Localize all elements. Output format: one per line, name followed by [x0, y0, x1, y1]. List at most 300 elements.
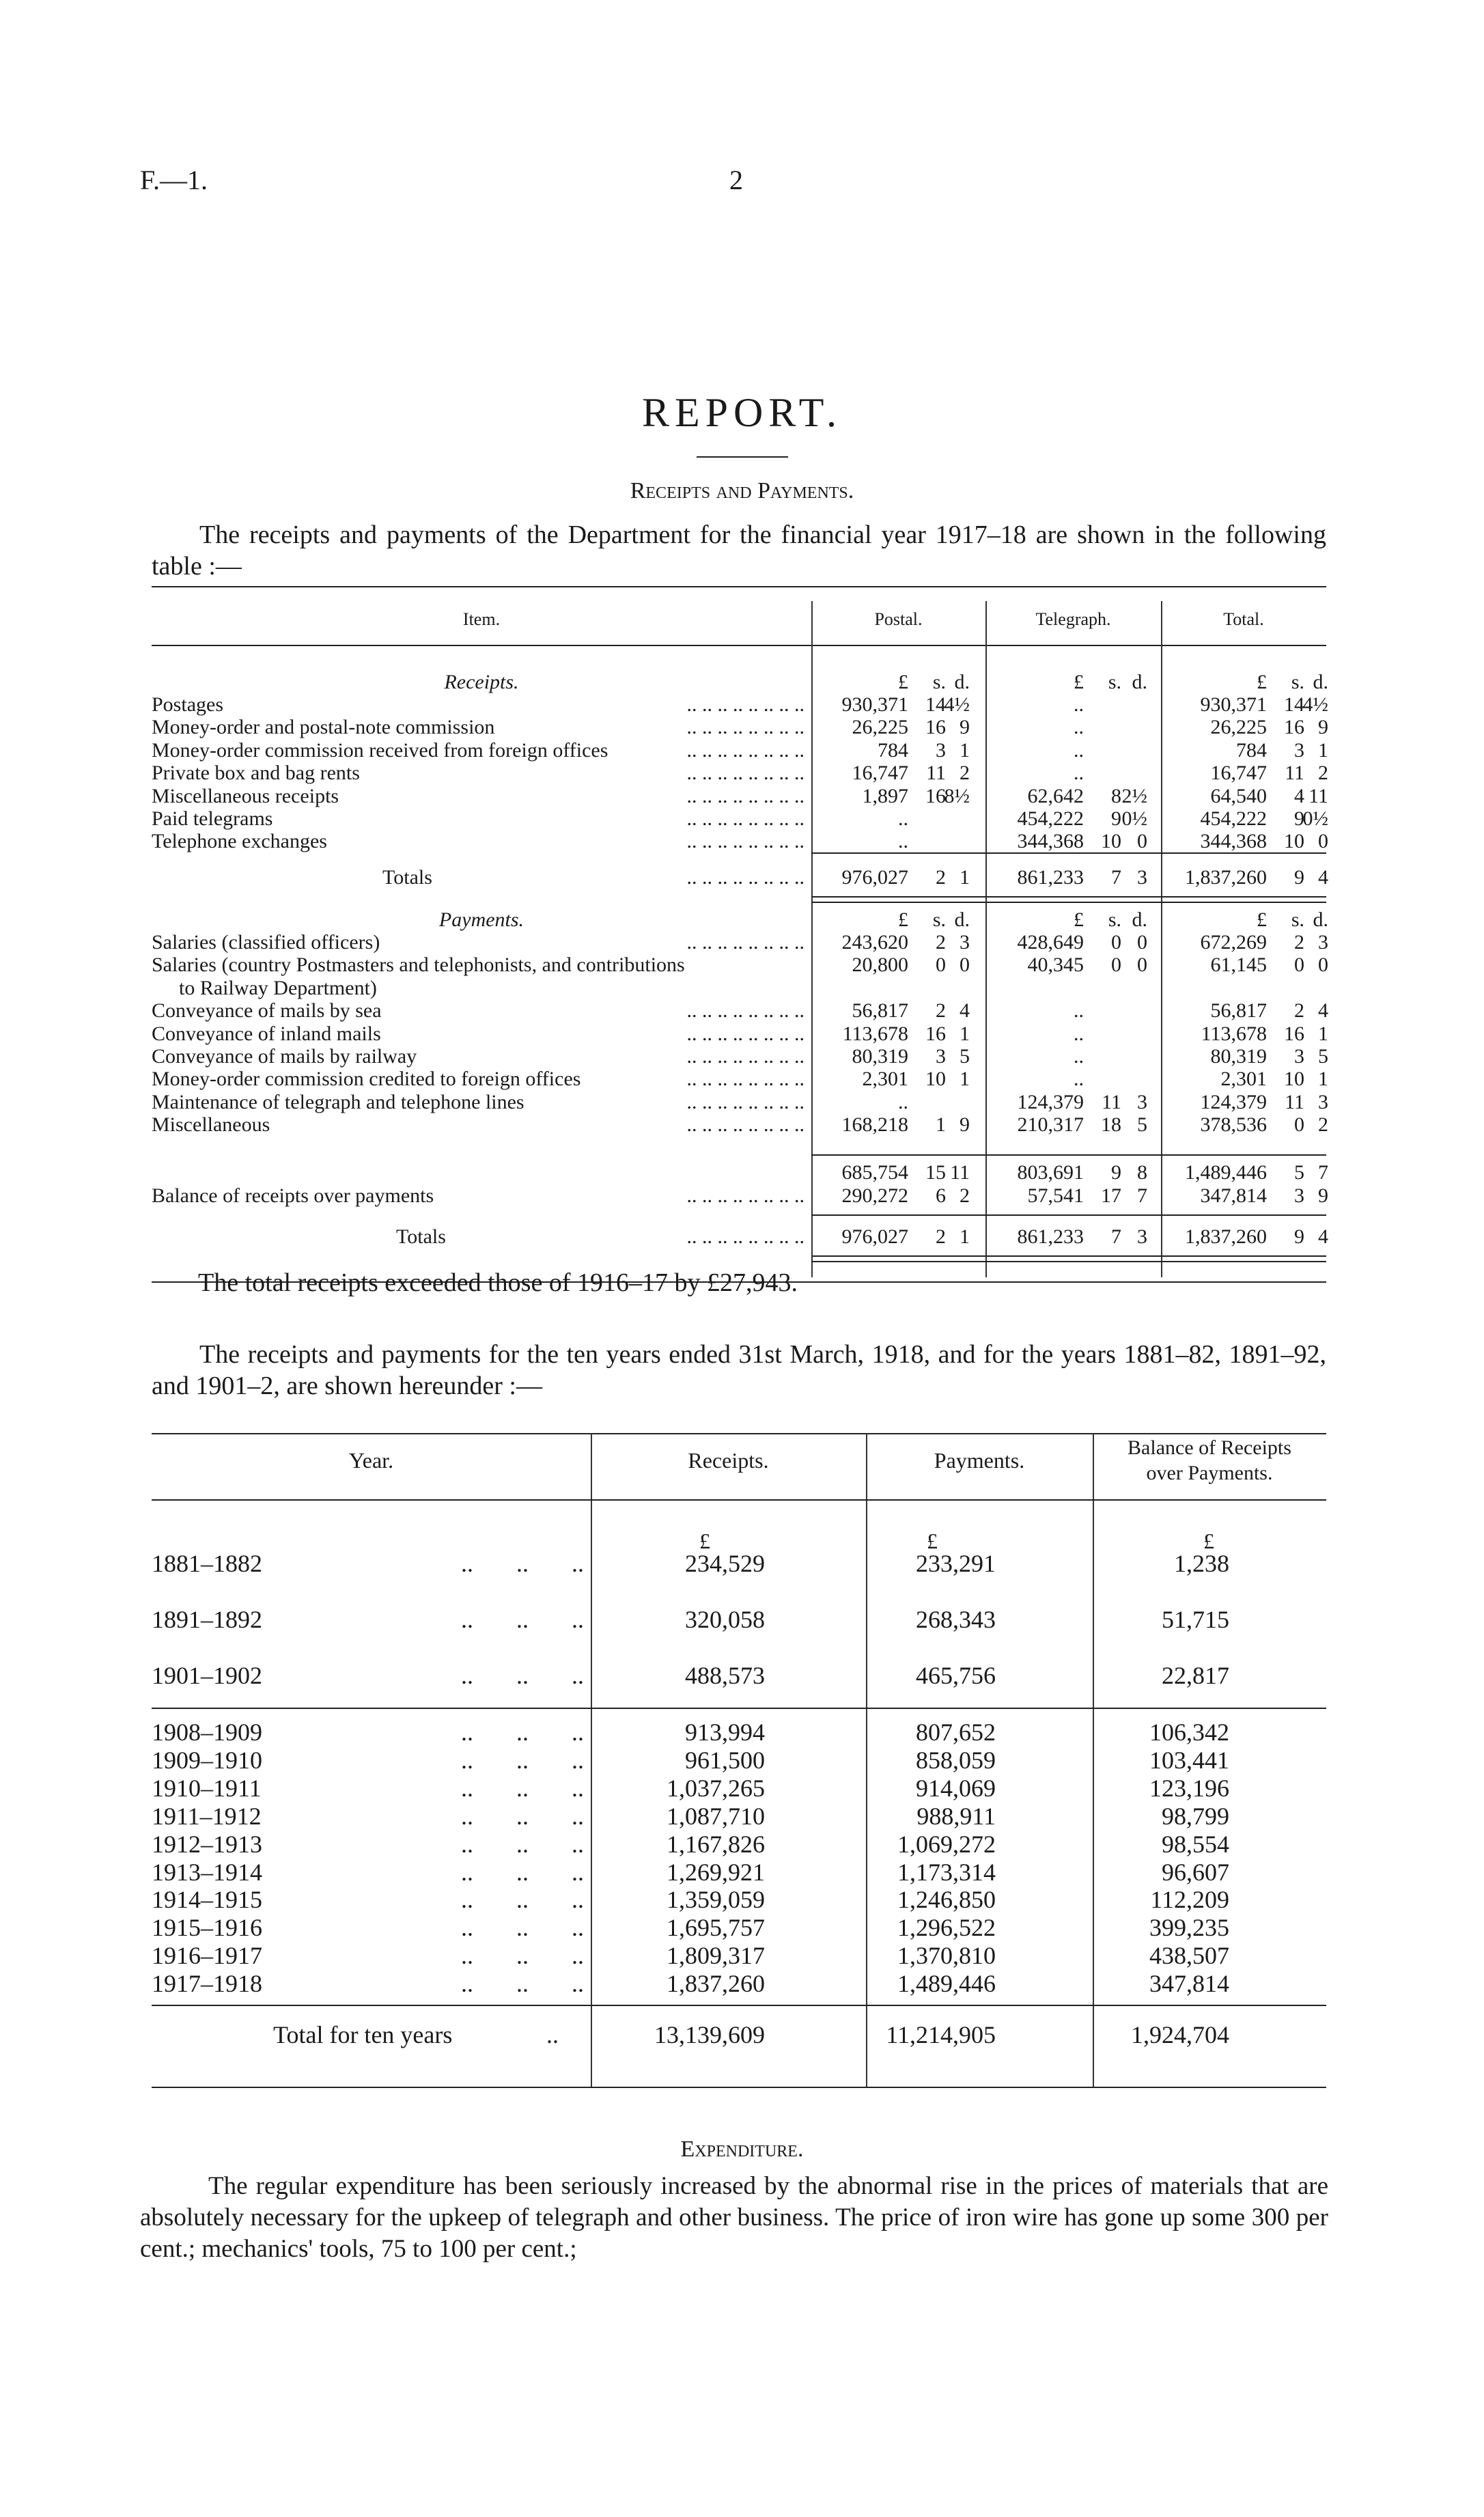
payment-postal-pounds: 80,319 — [852, 1045, 908, 1068]
receipt-total-shillings: 4 — [1294, 785, 1304, 807]
recent-year-row-balance: 112,209 — [1150, 1886, 1229, 1913]
receipt-total-pounds: 454,222 — [1200, 807, 1267, 830]
payments-total-double-rule — [811, 1255, 1326, 1262]
receipt-total-shillings: 14 — [1284, 693, 1304, 716]
recent-year-row-payments: 1,069,272 — [897, 1831, 996, 1858]
ten-year-total-label: Total for ten years — [273, 2021, 453, 2048]
payment-postal-pounds: 113,678 — [842, 1023, 908, 1045]
payment-total-shillings: 3 — [1294, 1045, 1304, 1068]
recent-year-row-receipts: 1,809,317 — [667, 1942, 765, 1969]
leader-dots: .. .. .. .. .. .. .. .. — [686, 807, 804, 830]
receipt-total-pence: 9 — [1318, 716, 1328, 738]
payment-item-label: Miscellaneous — [152, 1113, 270, 1136]
payment-postal-pence: 3 — [960, 931, 970, 954]
payments-units-total-shilling-unit: s. — [1291, 908, 1304, 931]
leader-dots: .. .. .. .. .. .. .. .. — [686, 1225, 804, 1248]
early-year-row-year: 1881–1882 — [152, 1550, 262, 1577]
receipts-units-telegraph-pence-unit: d. — [1132, 671, 1147, 693]
receipt-total-shillings: 16 — [1284, 716, 1304, 738]
receipt-item-label: Paid telegrams — [152, 807, 273, 830]
payment-postal-pence: 1 — [960, 1023, 970, 1045]
balance-postal-pounds: 290,272 — [841, 1184, 908, 1207]
payment-total-shillings: 11 — [1285, 1091, 1304, 1113]
ten-year-total-receipts: 13,139,609 — [654, 2021, 765, 2048]
column-header-telegraph: Telegraph. — [1035, 609, 1111, 629]
recent-year-row-balance: 96,607 — [1162, 1859, 1229, 1886]
receipts-total-telegraph-pounds: 861,233 — [1017, 866, 1084, 889]
payment-total-shillings: 2 — [1294, 931, 1304, 954]
table2-bottom-rule — [152, 2087, 1326, 2088]
recent-year-row-payments: 858,059 — [916, 1747, 996, 1774]
payment-postal-pounds: 243,620 — [841, 931, 908, 954]
payments-subtotal-total-shillings: 5 — [1294, 1161, 1304, 1184]
receipts-section-heading: Receipts. — [444, 671, 519, 693]
column-header-postal: Postal. — [874, 609, 923, 629]
leader-dots: .. .. .. .. .. .. .. .. — [686, 1113, 804, 1136]
receipt-postal-pence: 1 — [960, 739, 970, 762]
leader-dots: .. .. .. — [461, 1662, 584, 1689]
leader-dots: .. .. .. .. .. .. .. .. — [686, 1045, 804, 1068]
payment-telegraph-pounds: .. — [1074, 999, 1084, 1022]
payments-units-telegraph-pence-unit: d. — [1132, 908, 1147, 931]
payment-item-label: Maintenance of telegraph and telephone lines — [152, 1091, 524, 1113]
payment-postal-pence: 5 — [960, 1045, 970, 1068]
title-rule — [697, 456, 788, 458]
receipt-total-pence: 0 — [1318, 830, 1328, 852]
recent-year-row-balance: 98,554 — [1162, 1831, 1229, 1858]
column-header-year: Year. — [348, 1448, 394, 1473]
recent-year-row-year: 1909–1910 — [152, 1747, 262, 1774]
early-year-row-payments: 465,756 — [916, 1662, 996, 1689]
receipt-total-pence: 1 — [1318, 739, 1328, 762]
payment-postal-shillings: 2 — [936, 999, 946, 1022]
receipt-postal-pounds: .. — [898, 830, 908, 852]
table1-header-rule — [152, 645, 1326, 646]
receipts-units-postal-shilling-unit: s. — [932, 671, 946, 693]
payment-total-pence: 3 — [1318, 1091, 1328, 1113]
leader-dots: .. .. .. — [461, 1803, 584, 1830]
payment-postal-shillings: 10 — [925, 1068, 946, 1090]
receipt-postal-pence: 2 — [960, 762, 970, 784]
receipts-units-total-pound-unit: £ — [1257, 671, 1267, 693]
receipt-total-pence: 0½ — [1302, 807, 1328, 830]
ten-year-total-payments: 11,214,905 — [886, 2021, 996, 2048]
payments-subtotal-telegraph-shillings: 9 — [1111, 1161, 1121, 1184]
receipt-item-label: Postages — [152, 693, 223, 716]
leader-dots: .. .. .. — [461, 1942, 584, 1969]
leader-dots: .. .. .. .. .. .. .. .. — [686, 762, 804, 784]
leader-dots: .. .. .. — [461, 1886, 584, 1913]
receipts-total-postal-shillings: 2 — [936, 866, 946, 889]
recent-year-row-receipts: 1,359,059 — [667, 1886, 765, 1913]
receipt-item-label: Telephone exchanges — [152, 830, 327, 852]
receipt-total-pounds: 64,540 — [1210, 785, 1267, 807]
payment-postal-shillings: 0 — [936, 954, 946, 976]
payment-total-pence: 3 — [1318, 931, 1328, 954]
payment-telegraph-pounds: 40,345 — [1027, 954, 1084, 976]
payment-total-pounds: 80,319 — [1210, 1045, 1267, 1068]
payments-total-postal-shillings: 2 — [936, 1225, 946, 1248]
leader-dots: .. .. .. .. .. .. .. .. — [686, 739, 804, 762]
leader-dots: .. .. .. — [461, 1970, 584, 1997]
payment-postal-shillings: 1 — [936, 1113, 946, 1136]
leader-dots: .. .. .. .. .. .. .. .. — [686, 1184, 804, 1207]
payment-postal-shillings: 3 — [936, 1045, 946, 1068]
balance-total-pence: 9 — [1318, 1184, 1328, 1207]
payment-total-pounds: 672,269 — [1200, 931, 1267, 954]
balance-postal-shillings: 6 — [936, 1184, 946, 1207]
receipt-postal-pounds: 784 — [878, 739, 908, 762]
recent-year-row-payments: 1,370,810 — [897, 1942, 996, 1969]
early-year-row-balance: 51,715 — [1162, 1606, 1229, 1633]
payment-telegraph-shillings: 11 — [1102, 1091, 1121, 1113]
payment-total-shillings: 16 — [1284, 1023, 1304, 1045]
leader-dots: .. .. .. — [461, 1719, 584, 1746]
payment-postal-pence: 9 — [960, 1113, 970, 1136]
document-reference: F.—1. — [140, 165, 208, 195]
leader-dots: .. .. .. .. .. .. .. .. — [686, 866, 804, 889]
column-header-balance-line1: Balance of Receipts — [1128, 1436, 1291, 1459]
receipt-telegraph-shillings: 9 — [1111, 807, 1121, 830]
leader-dots: .. .. .. .. .. .. .. .. — [686, 716, 804, 738]
payment-total-shillings: 10 — [1284, 1068, 1304, 1090]
payment-total-pounds: 2,301 — [1220, 1068, 1267, 1090]
payment-postal-shillings: 16 — [925, 1023, 946, 1045]
recent-year-row-receipts: 961,500 — [685, 1747, 765, 1774]
payments-total-telegraph-shillings: 7 — [1111, 1225, 1121, 1248]
leader-dots: .. .. .. — [461, 1859, 584, 1886]
leader-dots: .. .. .. .. .. .. .. .. — [686, 931, 804, 954]
early-year-row-receipts: 234,529 — [685, 1550, 765, 1577]
payment-total-pounds: 113,678 — [1201, 1023, 1267, 1045]
receipts-units-telegraph-pound-unit: £ — [1074, 671, 1084, 693]
receipt-telegraph-pence: 0 — [1137, 830, 1147, 852]
early-year-row-year: 1901–1902 — [152, 1662, 262, 1689]
balance-rule — [811, 1214, 1326, 1216]
receipt-total-pounds: 16,747 — [1210, 762, 1267, 784]
leader-dots: .. .. .. — [461, 1747, 584, 1774]
table2-header-rule — [152, 1499, 1326, 1501]
payment-total-pence: 2 — [1318, 1113, 1328, 1136]
payments-subtotal-total-pounds: 1,489,446 — [1185, 1161, 1267, 1184]
payment-telegraph-pence: 0 — [1137, 931, 1147, 954]
payment-total-pence: 5 — [1318, 1045, 1328, 1068]
payment-postal-pounds: 56,817 — [852, 999, 908, 1022]
payment-total-pence: 0 — [1318, 954, 1328, 976]
payment-postal-pence: 1 — [960, 1068, 970, 1090]
payments-units-postal-pence-unit: d. — [954, 908, 970, 931]
payments-total-telegraph-pence: 3 — [1137, 1225, 1147, 1248]
column-header-item: Item. — [462, 609, 501, 629]
receipts-totals-label: Totals — [382, 866, 432, 889]
column-header-balance-line2: over Payments. — [1146, 1462, 1273, 1484]
early-year-row-payments: 268,343 — [916, 1606, 996, 1633]
payments-subtotal-rule — [811, 1154, 1326, 1156]
recent-year-row-balance: 399,235 — [1149, 1914, 1229, 1941]
balance-postal-pence: 2 — [960, 1184, 970, 1207]
receipt-telegraph-pounds: 344,368 — [1017, 830, 1084, 852]
payments-units-telegraph-shilling-unit: s. — [1108, 908, 1121, 931]
receipts-units-total-shilling-unit: s. — [1291, 671, 1304, 693]
receipts-total-telegraph-pence: 3 — [1137, 866, 1147, 889]
leader-dots: .. .. .. .. .. .. .. .. — [686, 785, 804, 807]
receipt-item-label: Private box and bag rents — [152, 762, 360, 784]
payments-total-telegraph-pounds: 861,233 — [1017, 1225, 1084, 1248]
receipt-postal-shillings: 16 — [925, 716, 946, 738]
recent-year-row-payments: 1,296,522 — [897, 1914, 996, 1941]
payment-total-pence: 1 — [1318, 1023, 1328, 1045]
receipt-telegraph-pounds: .. — [1074, 739, 1084, 762]
table1-top-rule — [152, 586, 1326, 587]
receipt-total-shillings: 9 — [1294, 807, 1304, 830]
page-title: REPORT. — [642, 390, 842, 435]
expenditure-heading: Expenditure. — [680, 2137, 804, 2162]
balance-telegraph-pence: 7 — [1137, 1184, 1147, 1207]
recent-year-row-year: 1911–1912 — [152, 1803, 262, 1830]
balance-pound-unit: £ — [1203, 1529, 1214, 1553]
payment-postal-pounds: .. — [898, 1091, 908, 1113]
recent-year-row-payments: 914,069 — [916, 1775, 996, 1802]
receipts-total-total-pence: 4 — [1318, 866, 1328, 889]
leader-dots: .. .. .. — [461, 1775, 584, 1802]
payment-telegraph-pounds: .. — [1074, 1023, 1084, 1045]
payment-total-shillings: 0 — [1294, 1113, 1304, 1136]
ten-year-total-balance: 1,924,704 — [1131, 2021, 1229, 2048]
payments-subtotal-postal-pence: 11 — [950, 1161, 970, 1184]
payment-total-pence: 4 — [1318, 999, 1328, 1022]
receipt-telegraph-shillings: 8 — [1111, 785, 1121, 807]
receipts-subtotal-rule — [811, 852, 1326, 854]
payment-telegraph-pence: 5 — [1137, 1113, 1147, 1136]
balance-telegraph-pounds: 57,541 — [1027, 1184, 1084, 1207]
leader-dots: .. .. .. .. .. .. .. .. — [686, 999, 804, 1022]
leader-dots: .. .. .. .. .. .. .. .. — [686, 693, 804, 716]
exceeded-paragraph: The total receipts exceeded those of 1916–17 by £27,943. — [198, 1268, 798, 1297]
recent-year-row-year: 1915–1916 — [152, 1914, 262, 1941]
recent-year-row-balance: 123,196 — [1149, 1775, 1229, 1802]
payment-total-pence: 1 — [1318, 1068, 1328, 1090]
recent-year-row-year: 1908–1909 — [152, 1719, 262, 1746]
recent-year-row-receipts: 1,037,265 — [667, 1775, 765, 1802]
early-year-row-receipts: 488,573 — [685, 1662, 765, 1689]
recent-year-row-receipts: 913,994 — [685, 1719, 765, 1746]
recent-year-row-year: 1914–1915 — [152, 1886, 262, 1913]
recent-year-row-balance: 103,441 — [1149, 1747, 1229, 1774]
leader-dots: .. .. .. — [461, 1606, 584, 1633]
payments-units-postal-shilling-unit: s. — [932, 908, 946, 931]
payment-total-pounds: 56,817 — [1210, 999, 1267, 1022]
receipt-telegraph-pounds: 62,642 — [1027, 785, 1084, 807]
payment-item-label-continued: to Railway Department) — [179, 977, 377, 999]
recent-year-row-receipts: 1,087,710 — [667, 1803, 765, 1830]
payments-units-postal-pound-unit: £ — [898, 908, 908, 931]
receipt-postal-shillings: 11 — [926, 762, 946, 784]
receipts-total-double-rule — [811, 896, 1326, 903]
recent-year-row-balance: 106,342 — [1149, 1719, 1229, 1746]
column-header-receipts: Receipts. — [688, 1448, 769, 1473]
receipt-telegraph-shillings: 10 — [1101, 830, 1121, 852]
payments-total-total-pence: 4 — [1318, 1225, 1328, 1248]
column-header-total: Total. — [1223, 609, 1264, 629]
recent-year-row-balance: 438,507 — [1149, 1942, 1229, 1969]
leader-dots: .. .. .. .. .. .. .. .. — [686, 1091, 804, 1113]
receipt-total-pence: 4½ — [1302, 693, 1328, 716]
payment-total-pounds: 61,145 — [1210, 954, 1267, 976]
payments-total-total-shillings: 9 — [1294, 1225, 1304, 1248]
recent-year-row-payments: 1,489,446 — [897, 1970, 996, 1997]
receipt-postal-pence: 4½ — [944, 693, 970, 716]
payment-postal-pounds: 20,800 — [852, 954, 908, 976]
receipt-total-pence: 2 — [1318, 762, 1328, 784]
payment-item-label: Salaries (classified officers) — [152, 931, 380, 954]
receipts-payments-heading: Receipts and Payments. — [630, 478, 854, 503]
receipt-telegraph-pence: 0½ — [1121, 807, 1147, 830]
recent-year-row-receipts: 1,695,757 — [667, 1914, 765, 1941]
receipt-item-label: Money-order commission received from foreign offices — [152, 739, 608, 762]
recent-year-row-receipts: 1,167,826 — [667, 1831, 765, 1858]
early-year-row-payments: 233,291 — [916, 1550, 996, 1577]
receipts-pound-unit: £ — [699, 1529, 710, 1553]
receipt-total-shillings: 11 — [1285, 762, 1304, 784]
recent-year-row-payments: 1,173,314 — [897, 1859, 996, 1886]
recent-year-row-payments: 988,911 — [916, 1803, 996, 1830]
leader-dots: .. .. .. — [461, 1914, 584, 1941]
receipts-total-postal-pence: 1 — [960, 866, 970, 889]
page-number: 2 — [729, 165, 743, 195]
balance-label: Balance of receipts over payments — [152, 1184, 434, 1207]
receipt-total-shillings: 3 — [1294, 739, 1304, 762]
payment-telegraph-pounds: .. — [1074, 1045, 1084, 1068]
receipts-units-postal-pound-unit: £ — [898, 671, 908, 693]
receipt-postal-pounds: 16,747 — [852, 762, 908, 784]
early-year-row-balance: 1,238 — [1174, 1550, 1229, 1577]
payments-units-total-pound-unit: £ — [1257, 908, 1267, 931]
payment-telegraph-pence: 3 — [1137, 1091, 1147, 1113]
receipt-telegraph-pence: 2½ — [1121, 785, 1147, 807]
payments-totals-label: Totals — [396, 1225, 446, 1248]
receipt-total-pounds: 26,225 — [1210, 716, 1267, 738]
payments-total-postal-pounds: 976,027 — [841, 1225, 908, 1248]
payments-subtotal-telegraph-pence: 8 — [1137, 1161, 1147, 1184]
payment-postal-pence: 4 — [960, 999, 970, 1022]
receipts-units-telegraph-shilling-unit: s. — [1108, 671, 1121, 693]
payments-subtotal-postal-pounds: 685,754 — [841, 1161, 908, 1184]
payments-pound-unit: £ — [927, 1529, 938, 1553]
table2-total-rule — [152, 2005, 1326, 2006]
leader-dots: .. — [546, 2021, 559, 2048]
payment-postal-shillings: 2 — [936, 931, 946, 954]
payment-total-shillings: 2 — [1294, 999, 1304, 1022]
payment-postal-pounds: 168,218 — [841, 1113, 908, 1136]
receipts-total-telegraph-shillings: 7 — [1111, 866, 1121, 889]
recent-year-row-payments: 807,652 — [916, 1719, 996, 1746]
receipt-telegraph-pounds: .. — [1074, 762, 1084, 784]
payment-postal-pounds: 2,301 — [862, 1068, 908, 1090]
recent-year-row-year: 1912–1913 — [152, 1831, 262, 1858]
payment-telegraph-shillings: 18 — [1101, 1113, 1121, 1136]
ten-year-paragraph: The receipts and payments for the ten years ended 31st March, 1918, and for the years 1881–82, 1891–92, and 1901–2, are shown hereunder :— — [152, 1340, 1326, 1400]
payment-item-label: Conveyance of mails by sea — [152, 999, 382, 1022]
payment-item-label: Salaries (country Postmasters and telephonists, and contributions — [152, 954, 685, 976]
receipt-total-pounds: 344,368 — [1200, 830, 1267, 852]
leader-dots: .. .. .. .. .. .. .. .. — [686, 830, 804, 852]
recent-year-row-receipts: 1,837,260 — [667, 1970, 765, 1997]
payments-units-total-pence-unit: d. — [1313, 908, 1328, 931]
recent-year-row-year: 1913–1914 — [152, 1859, 262, 1886]
recent-year-row-balance: 98,799 — [1162, 1803, 1229, 1830]
leader-dots: .. .. .. — [461, 1831, 584, 1858]
early-year-row-year: 1891–1892 — [152, 1606, 262, 1633]
receipt-postal-shillings: 3 — [936, 739, 946, 762]
payment-telegraph-shillings: 0 — [1111, 931, 1121, 954]
receipt-item-label: Miscellaneous receipts — [152, 785, 339, 807]
payments-subtotal-telegraph-pounds: 803,691 — [1017, 1161, 1084, 1184]
payments-subtotal-total-pence: 7 — [1318, 1161, 1328, 1184]
payment-item-label: Conveyance of mails by railway — [152, 1045, 417, 1068]
receipt-total-pence: 11 — [1308, 785, 1328, 807]
recent-year-row-payments: 1,246,850 — [897, 1886, 996, 1913]
receipts-units-total-pence-unit: d. — [1313, 671, 1328, 693]
balance-telegraph-shillings: 17 — [1101, 1184, 1121, 1207]
receipt-total-shillings: 10 — [1284, 830, 1304, 852]
balance-total-pounds: 347,814 — [1200, 1184, 1267, 1207]
early-year-row-balance: 22,817 — [1162, 1662, 1229, 1689]
payments-total-total-pounds: 1,837,260 — [1185, 1225, 1267, 1248]
balance-total-shillings: 3 — [1294, 1184, 1304, 1207]
receipt-postal-pounds: .. — [898, 807, 908, 830]
receipts-total-total-pounds: 1,837,260 — [1185, 866, 1267, 889]
receipt-postal-pounds: 1,897 — [862, 785, 908, 807]
receipt-total-pounds: 930,371 — [1200, 693, 1267, 716]
recent-year-row-year: 1910–1911 — [152, 1775, 262, 1802]
payment-telegraph-pence: 0 — [1137, 954, 1147, 976]
recent-year-row-receipts: 1,269,921 — [667, 1859, 765, 1886]
payments-units-telegraph-pound-unit: £ — [1074, 908, 1084, 931]
early-year-row-receipts: 320,058 — [685, 1606, 765, 1633]
receipt-item-label: Money-order and postal-note commission — [152, 716, 495, 738]
receipt-telegraph-pounds: .. — [1074, 693, 1084, 716]
payment-total-pounds: 124,379 — [1200, 1091, 1267, 1113]
payment-telegraph-pounds: 124,379 — [1017, 1091, 1084, 1113]
expenditure-paragraph: The regular expenditure has been seriously increased by the abnormal rise in the prices of materials that are absolutely necessary for the upkeep of telegraph and other business. The price of iron wire has gone up some 300 per cent.; mechanics' tools, 75 to 100 per cent.; — [140, 2172, 1328, 2263]
receipt-total-pounds: 784 — [1236, 739, 1267, 762]
receipts-units-postal-pence-unit: d. — [954, 671, 970, 693]
receipts-total-total-shillings: 9 — [1294, 866, 1304, 889]
payment-telegraph-pounds: 210,317 — [1017, 1113, 1084, 1136]
payment-postal-pence: 0 — [960, 954, 970, 976]
recent-year-row-balance: 347,814 — [1149, 1970, 1229, 1997]
receipt-telegraph-pounds: .. — [1074, 716, 1084, 738]
leader-dots: .. .. .. — [461, 1550, 584, 1577]
payments-total-postal-pence: 1 — [960, 1225, 970, 1248]
leader-dots: .. .. .. .. .. .. .. .. — [686, 1068, 804, 1090]
recent-year-row-year: 1917–1918 — [152, 1970, 262, 1997]
payment-item-label: Conveyance of inland mails — [152, 1023, 381, 1045]
payment-total-shillings: 0 — [1294, 954, 1304, 976]
recent-year-row-year: 1916–1917 — [152, 1942, 262, 1969]
intro-paragraph: The receipts and payments of the Department for the financial year 1917–18 are shown in the following table :— — [152, 520, 1326, 581]
payment-telegraph-pounds: 428,649 — [1017, 931, 1084, 954]
receipts-total-postal-pounds: 976,027 — [841, 866, 908, 889]
payment-telegraph-shillings: 0 — [1111, 954, 1121, 976]
payment-telegraph-pounds: .. — [1074, 1068, 1084, 1090]
leader-dots: .. .. .. .. .. .. .. .. — [686, 1023, 804, 1045]
payments-subtotal-postal-shillings: 15 — [925, 1161, 946, 1184]
receipt-postal-pounds: 26,225 — [852, 716, 908, 738]
receipt-postal-pounds: 930,371 — [841, 693, 908, 716]
receipt-postal-pence: 8½ — [944, 785, 970, 807]
table2-section-rule — [152, 1708, 1326, 1709]
